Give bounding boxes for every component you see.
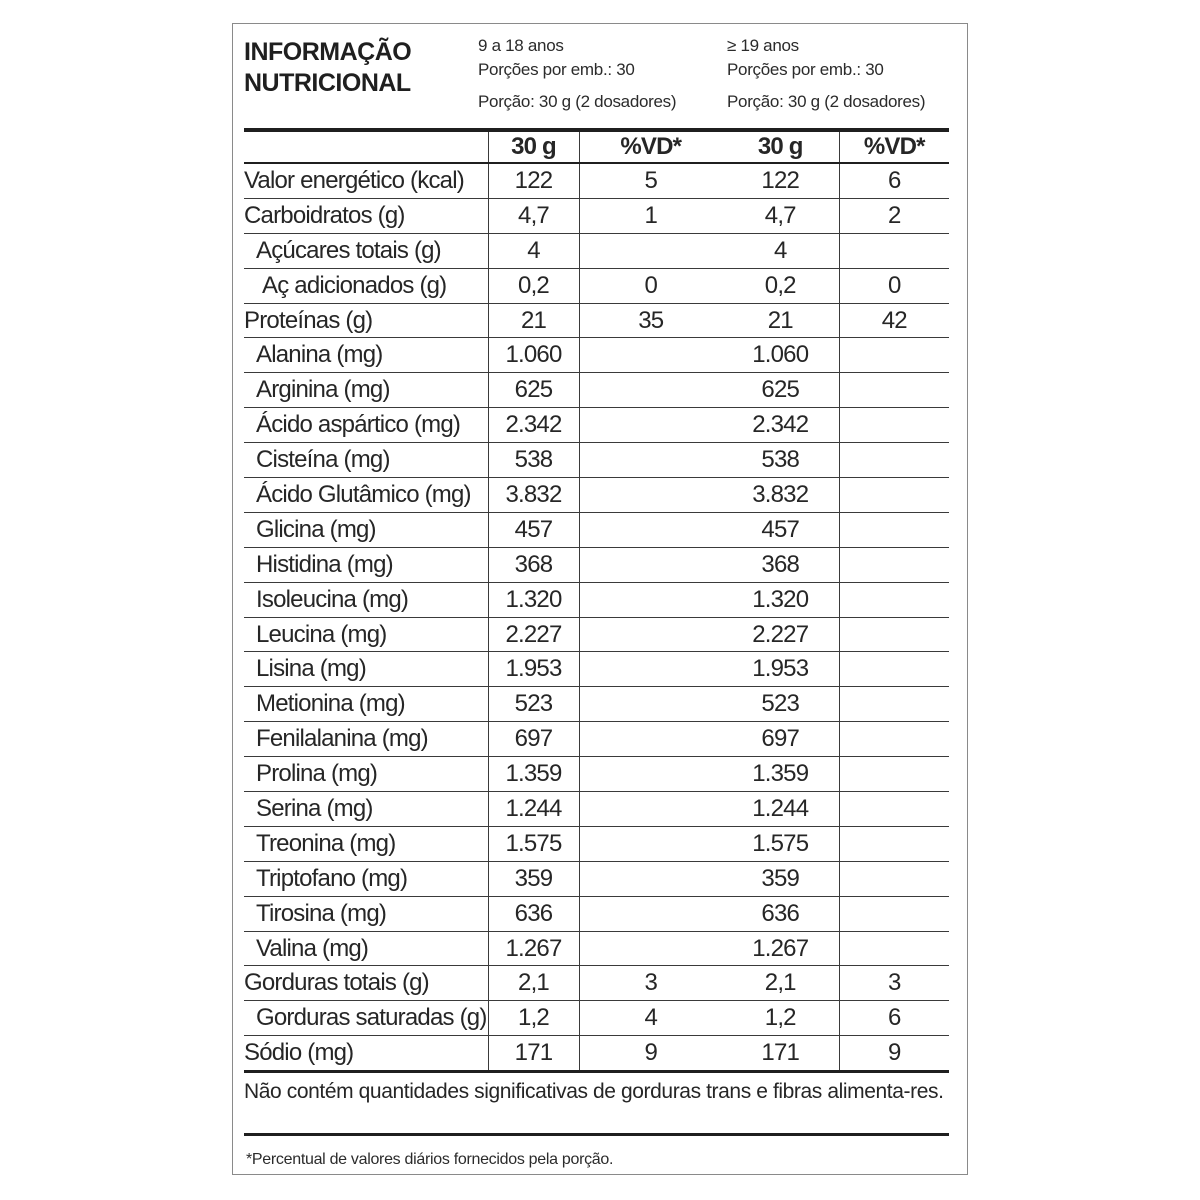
dv-9-18 <box>579 722 722 757</box>
amount-19-plus: 368 <box>722 547 839 582</box>
table-row <box>244 512 949 547</box>
footnote: *Percentual de valores diários fornecidos pela porção. <box>246 1151 614 1168</box>
amount-9-18: 523 <box>488 687 579 722</box>
amount-19-plus: 457 <box>722 512 839 547</box>
dv-9-18 <box>579 373 722 408</box>
dv-19-plus: 6 <box>839 1001 949 1036</box>
dv-9-18 <box>579 896 722 931</box>
nutrition-table <box>244 132 949 1073</box>
nutrient-name: Isoleucina (mg) <box>244 582 488 617</box>
amount-9-18: 2,1 <box>488 966 579 1001</box>
dv-9-18 <box>579 792 722 827</box>
dv-9-18: 35 <box>579 303 722 338</box>
dv-19-plus <box>839 826 949 861</box>
table-row <box>244 617 949 652</box>
nutrient-name: Arginina (mg) <box>244 373 488 408</box>
amount-19-plus: 359 <box>722 861 839 896</box>
amount-19-plus: 1.060 <box>722 338 839 373</box>
amount-9-18: 625 <box>488 373 579 408</box>
amount-19-plus: 1.244 <box>722 792 839 827</box>
amount-19-plus: 171 <box>722 1036 839 1072</box>
dv-9-18 <box>579 826 722 861</box>
dv-9-18: 0 <box>579 268 722 303</box>
amount-19-plus: 2.342 <box>722 408 839 443</box>
header-col-dv-1: %VD* <box>579 132 722 163</box>
group2-age: ≥ 19 anos <box>727 36 799 55</box>
amount-9-18: 0,2 <box>488 268 579 303</box>
dv-9-18 <box>579 512 722 547</box>
dv-19-plus <box>839 478 949 513</box>
dv-19-plus: 42 <box>839 303 949 338</box>
table-row <box>244 478 949 513</box>
nutrient-name: Lisina (mg) <box>244 652 488 687</box>
table-row <box>244 303 949 338</box>
table-body <box>244 163 949 1072</box>
table-row <box>244 268 949 303</box>
nutrient-name: Gorduras saturadas (g) <box>244 1001 488 1036</box>
dv-9-18 <box>579 338 722 373</box>
table-row <box>244 966 949 1001</box>
amount-9-18: 359 <box>488 861 579 896</box>
dv-9-18: 1 <box>579 198 722 233</box>
amount-19-plus: 523 <box>722 687 839 722</box>
dv-9-18 <box>579 478 722 513</box>
dv-9-18: 4 <box>579 1001 722 1036</box>
dv-19-plus <box>839 443 949 478</box>
nutrient-name: Treonina (mg) <box>244 826 488 861</box>
dv-9-18 <box>579 408 722 443</box>
amount-9-18: 4 <box>488 233 579 268</box>
table-row <box>244 233 949 268</box>
nutrient-name: Aç adicionados (g) <box>244 268 488 303</box>
nutrient-name: Cisteína (mg) <box>244 443 488 478</box>
title-line-1: INFORMAÇÃO <box>244 38 412 66</box>
title-line-2: NUTRICIONAL <box>244 69 411 97</box>
amount-9-18: 1.244 <box>488 792 579 827</box>
dv-19-plus <box>839 582 949 617</box>
amount-19-plus: 538 <box>722 443 839 478</box>
table-row <box>244 722 949 757</box>
table-row <box>244 408 949 443</box>
amount-9-18: 1.359 <box>488 757 579 792</box>
nutrient-name: Açúcares totais (g) <box>244 233 488 268</box>
nutrient-name: Alanina (mg) <box>244 338 488 373</box>
group1-servings: Porções por emb.: 30 <box>478 60 635 79</box>
amount-9-18: 368 <box>488 547 579 582</box>
amount-19-plus: 21 <box>722 303 839 338</box>
nutrient-name: Glicina (mg) <box>244 512 488 547</box>
amount-19-plus: 122 <box>722 163 839 198</box>
nutrient-name: Metionina (mg) <box>244 687 488 722</box>
amount-19-plus: 1.953 <box>722 652 839 687</box>
dv-9-18 <box>579 443 722 478</box>
nutrient-name: Fenilalanina (mg) <box>244 722 488 757</box>
dv-19-plus <box>839 373 949 408</box>
dv-19-plus <box>839 547 949 582</box>
table-row <box>244 861 949 896</box>
amount-19-plus: 1.575 <box>722 826 839 861</box>
dv-19-plus <box>839 722 949 757</box>
table-row <box>244 1036 949 1072</box>
dv-19-plus <box>839 512 949 547</box>
dv-19-plus: 3 <box>839 966 949 1001</box>
header-col-amount-1: 30 g <box>488 132 579 163</box>
dv-19-plus <box>839 652 949 687</box>
amount-19-plus: 3.832 <box>722 478 839 513</box>
group1-age: 9 a 18 anos <box>478 36 564 55</box>
table-row <box>244 547 949 582</box>
header-col-amount-2: 30 g <box>722 132 839 163</box>
amount-19-plus: 636 <box>722 896 839 931</box>
nutrient-name: Triptofano (mg) <box>244 861 488 896</box>
nutrient-name: Carboidratos (g) <box>244 198 488 233</box>
amount-9-18: 2.342 <box>488 408 579 443</box>
dv-19-plus: 6 <box>839 163 949 198</box>
nutrient-name: Valor energético (kcal) <box>244 163 488 198</box>
table-row <box>244 198 949 233</box>
nutrient-name: Sódio (mg) <box>244 1036 488 1072</box>
dv-9-18 <box>579 582 722 617</box>
footer-divider <box>244 1133 949 1136</box>
table-row <box>244 443 949 478</box>
nutrient-name: Ácido aspártico (mg) <box>244 408 488 443</box>
amount-9-18: 1,2 <box>488 1001 579 1036</box>
nutrient-name: Proteínas (g) <box>244 303 488 338</box>
nutrient-name: Prolina (mg) <box>244 757 488 792</box>
amount-9-18: 21 <box>488 303 579 338</box>
nutrient-name: Valina (mg) <box>244 931 488 966</box>
amount-9-18: 171 <box>488 1036 579 1072</box>
nutrient-name: Ácido Glutâmico (mg) <box>244 478 488 513</box>
table-row <box>244 582 949 617</box>
dv-19-plus <box>839 233 949 268</box>
dv-19-plus <box>839 617 949 652</box>
header-blank <box>244 132 488 163</box>
dv-9-18 <box>579 233 722 268</box>
trans-fat-note: Não contém quantidades significativas de gorduras trans e fibras alimenta-res. <box>244 1080 944 1103</box>
amount-19-plus: 625 <box>722 373 839 408</box>
table-row <box>244 1001 949 1036</box>
amount-19-plus: 1,2 <box>722 1001 839 1036</box>
dv-9-18: 3 <box>579 966 722 1001</box>
dv-9-18 <box>579 757 722 792</box>
dv-9-18 <box>579 861 722 896</box>
dv-9-18 <box>579 931 722 966</box>
nutrient-name: Gorduras totais (g) <box>244 966 488 1001</box>
dv-19-plus: 2 <box>839 198 949 233</box>
group2-portion: Porção: 30 g (2 dosadores) <box>727 92 926 111</box>
nutrient-name: Histidina (mg) <box>244 547 488 582</box>
amount-9-18: 2.227 <box>488 617 579 652</box>
dv-19-plus <box>839 757 949 792</box>
dv-19-plus <box>839 896 949 931</box>
dv-9-18: 5 <box>579 163 722 198</box>
table-row <box>244 931 949 966</box>
dv-9-18 <box>579 652 722 687</box>
amount-9-18: 1.060 <box>488 338 579 373</box>
amount-9-18: 1.320 <box>488 582 579 617</box>
table-row <box>244 338 949 373</box>
amount-9-18: 538 <box>488 443 579 478</box>
dv-19-plus <box>839 687 949 722</box>
amount-19-plus: 1.320 <box>722 582 839 617</box>
amount-19-plus: 4 <box>722 233 839 268</box>
amount-9-18: 1.575 <box>488 826 579 861</box>
amount-19-plus: 1.359 <box>722 757 839 792</box>
dv-19-plus <box>839 792 949 827</box>
dv-19-plus: 0 <box>839 268 949 303</box>
amount-9-18: 636 <box>488 896 579 931</box>
amount-19-plus: 697 <box>722 722 839 757</box>
amount-9-18: 3.832 <box>488 478 579 513</box>
table-row <box>244 687 949 722</box>
group2-servings: Porções por emb.: 30 <box>727 60 884 79</box>
table-row <box>244 652 949 687</box>
dv-9-18 <box>579 617 722 652</box>
group1-portion: Porção: 30 g (2 dosadores) <box>478 92 677 111</box>
dv-19-plus <box>839 408 949 443</box>
dv-9-18: 9 <box>579 1036 722 1072</box>
table-row <box>244 373 949 408</box>
amount-19-plus: 4,7 <box>722 198 839 233</box>
amount-19-plus: 2.227 <box>722 617 839 652</box>
nutrient-name: Tirosina (mg) <box>244 896 488 931</box>
nutrient-name: Leucina (mg) <box>244 617 488 652</box>
amount-19-plus: 0,2 <box>722 268 839 303</box>
amount-9-18: 4,7 <box>488 198 579 233</box>
table-header-row <box>244 132 949 163</box>
dv-19-plus <box>839 861 949 896</box>
amount-9-18: 1.953 <box>488 652 579 687</box>
amount-9-18: 1.267 <box>488 931 579 966</box>
table-row <box>244 826 949 861</box>
amount-9-18: 122 <box>488 163 579 198</box>
amount-19-plus: 1.267 <box>722 931 839 966</box>
panel-title <box>244 37 411 99</box>
dv-9-18 <box>579 547 722 582</box>
table-row <box>244 757 949 792</box>
nutrient-name: Serina (mg) <box>244 792 488 827</box>
dv-19-plus <box>839 338 949 373</box>
amount-19-plus: 2,1 <box>722 966 839 1001</box>
header-col-dv-2: %VD* <box>839 132 949 163</box>
dv-9-18 <box>579 687 722 722</box>
table-row <box>244 792 949 827</box>
table-row <box>244 896 949 931</box>
amount-9-18: 697 <box>488 722 579 757</box>
dv-19-plus <box>839 931 949 966</box>
table-row <box>244 163 949 198</box>
dv-19-plus: 9 <box>839 1036 949 1072</box>
amount-9-18: 457 <box>488 512 579 547</box>
nutrition-facts-panel <box>232 23 968 1175</box>
